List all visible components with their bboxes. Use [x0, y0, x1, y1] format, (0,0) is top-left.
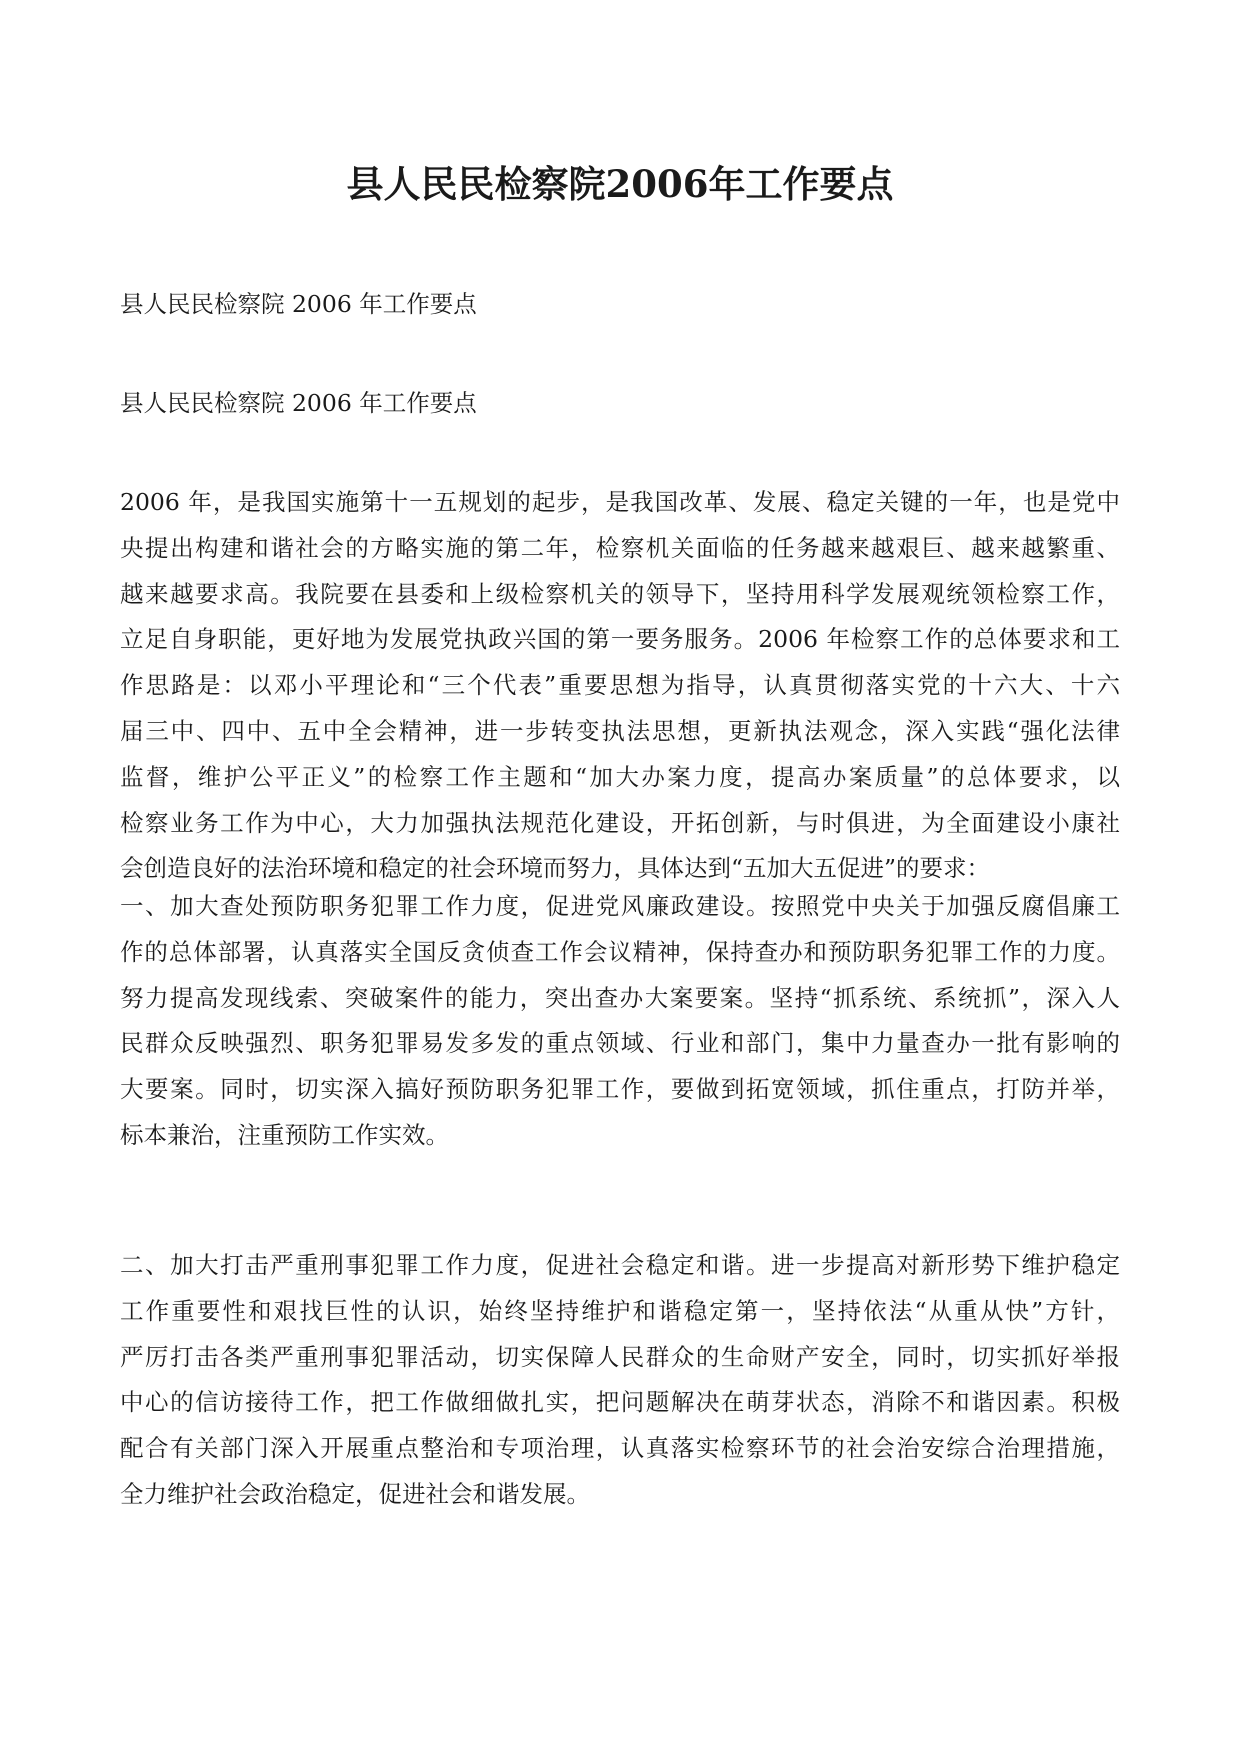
paragraph-line: 监督，维护公平正义”的检察工作主题和“加大办案力度，提高办案质量”的总体要求，以 — [120, 762, 1120, 791]
paragraph-line: 中心的信访接待工作，把工作做细做扎实，把问题解决在萌芽状态，消除不和谐因素。积极 — [120, 1388, 1120, 1417]
paragraph-line: 2006 年，是我国实施第十一五规划的起步，是我国改革、发展、稳定关键的一年，也是党中 — [120, 488, 1120, 516]
paragraph-intro — [120, 480, 1120, 892]
paragraph-line: 央提出构建和谐社会的方略实施的第二年，检察机关面临的任务越来越艰巨、越来越繁重、 — [120, 533, 1120, 562]
paragraph-line: 努力提高发现线索、突破案件的能力，突出查办大案要案。坚持“抓系统、系统抓”，深入人 — [120, 983, 1120, 1012]
paragraph-line: 大要案。同时，切实深入搞好预防职务犯罪工作，要做到拓宽领域，抓住重点，打防并举， — [120, 1075, 1120, 1104]
paragraph-line: 检察业务工作为中心，大力加强执法规范化建设，开拓创新，与时俱进，为全面建设小康社 — [120, 808, 1120, 837]
paragraph-item-2 — [120, 1243, 1120, 1518]
paragraph-line: 工作重要性和艰找巨性的认识，始终坚持维护和谐稳定第一，坚持依法“从重从快”方针， — [120, 1296, 1120, 1325]
document-subtitle-1: 县人民民检察院 2006 年工作要点 — [120, 290, 477, 318]
paragraph-line: 越来越要求高。我院要在县委和上级检察机关的领导下，坚持用科学发展观统领检察工作， — [120, 579, 1120, 608]
paragraph-line: 作的总体部署，认真落实全国反贪侦查工作会议精神，保持查办和预防职务犯罪工作的力度。 — [120, 937, 1120, 966]
paragraph-line: 一、加大查处预防职务犯罪工作力度，促进党风廉政建设。按照党中央关于加强反腐倡廉工 — [120, 892, 1120, 920]
paragraph-line: 民群众反映强烈、职务犯罪易发多发的重点领域、行业和部门，集中力量查办一批有影响的 — [120, 1029, 1120, 1058]
paragraph-item-1 — [120, 884, 1120, 1159]
document-title: 县人民民检察院2006年工作要点 — [346, 162, 894, 206]
paragraph-line: 配合有关部门深入开展重点整治和专项治理，认真落实检察环节的社会治安综合治理措施， — [120, 1434, 1120, 1463]
paragraph-line: 届三中、四中、五中全会精神，进一步转变执法思想，更新执法观念，深入实践“强化法律 — [120, 716, 1120, 745]
paragraph-line: 二、加大打击严重刑事犯罪工作力度，促进社会稳定和谐。进一步提高对新形势下维护稳定 — [120, 1251, 1120, 1279]
paragraph-line: 立足自身职能，更好地为发展党执政兴国的第一要务服务。2006 年检察工作的总体要求和工 — [120, 625, 1120, 654]
paragraph-line: 会创造良好的法治环境和稳定的社会环境而努力，具体达到“五加大五促进”的要求： — [120, 854, 991, 883]
paragraph-line: 作思路是：以邓小平理论和“三个代表”重要思想为指导，认真贯彻落实党的十六大、十六 — [120, 671, 1120, 700]
paragraph-line: 全力维护社会政治稳定，促进社会和谐发展。 — [120, 1479, 590, 1508]
paragraph-line: 标本兼治，注重预防工作实效。 — [120, 1120, 449, 1149]
paragraph-line: 严厉打击各类严重刑事犯罪活动，切实保障人民群众的生命财产安全，同时，切实抓好举报 — [120, 1342, 1120, 1371]
document-subtitle-2: 县人民民检察院 2006 年工作要点 — [120, 389, 477, 417]
